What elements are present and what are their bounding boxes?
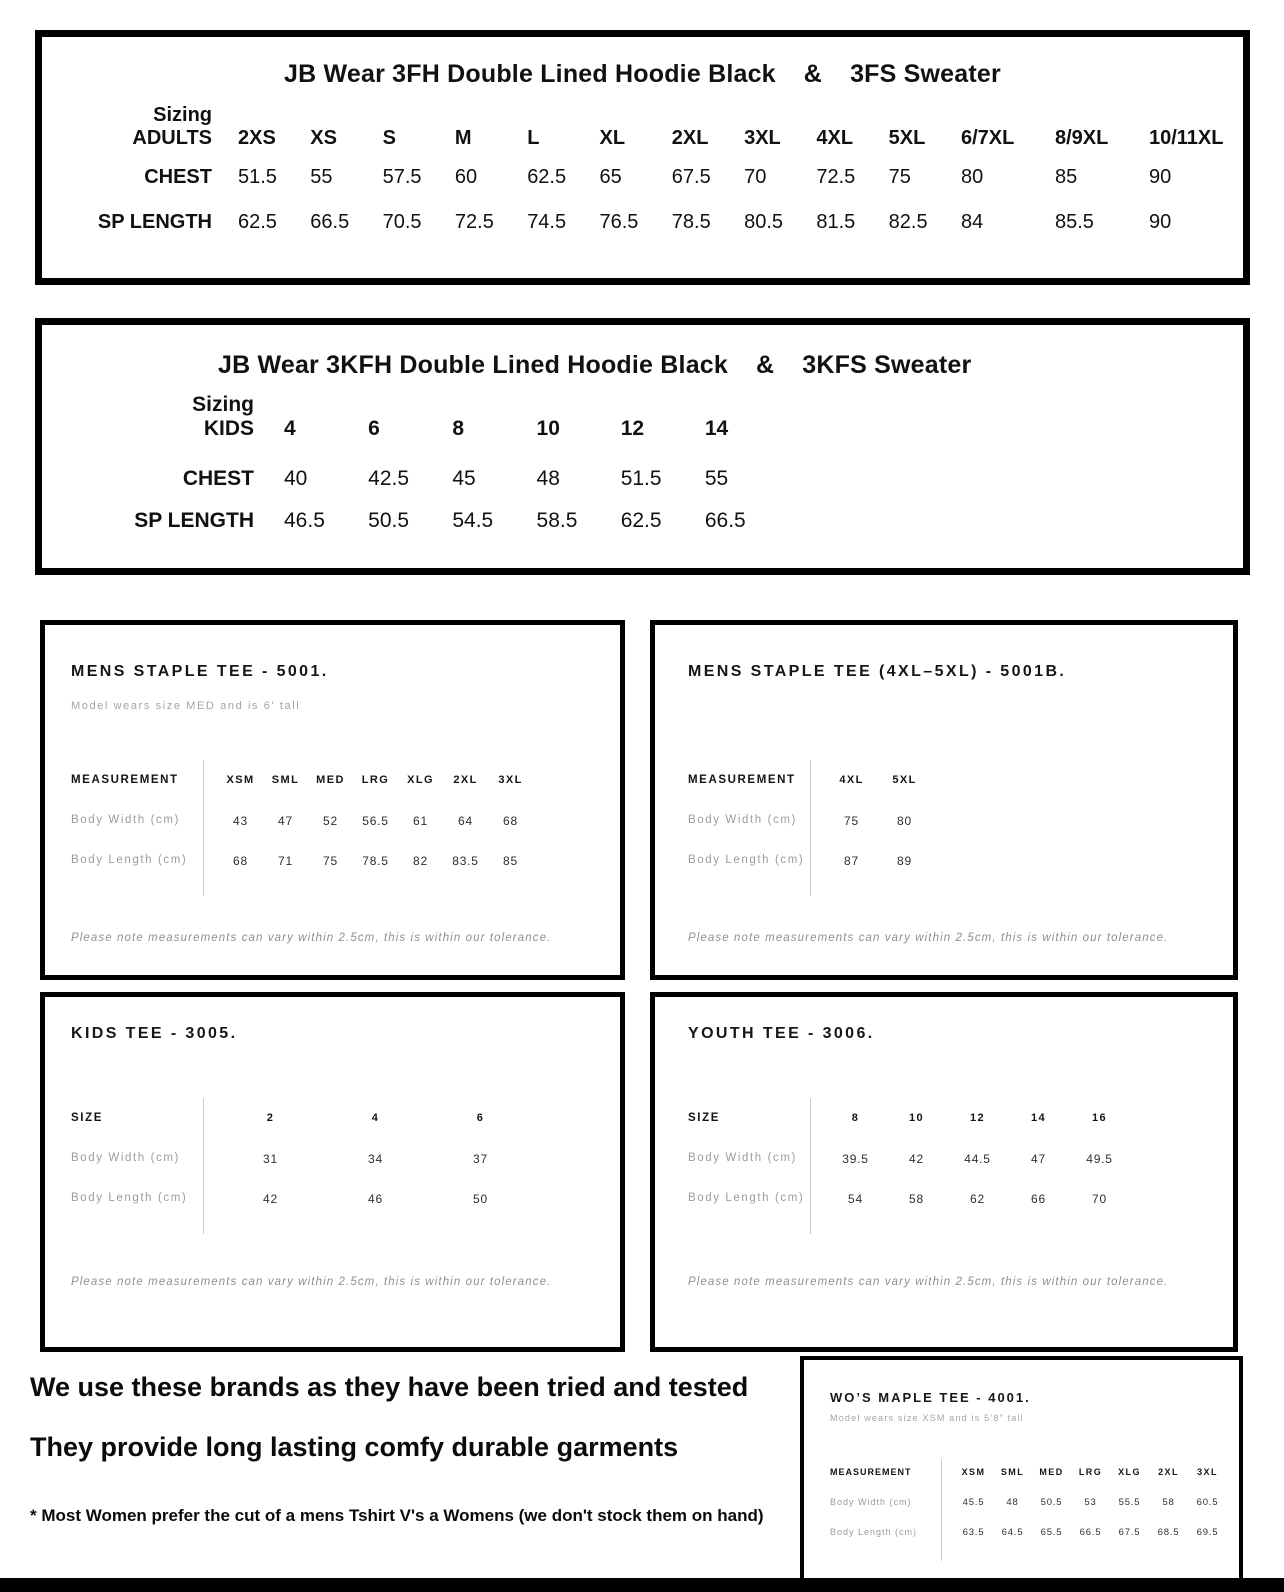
spec-table	[71, 1112, 604, 1232]
size-header-cell: S	[382, 126, 396, 149]
body-length-label: Body Length (cm)	[688, 854, 805, 866]
size-header-cell: LRG	[361, 774, 390, 786]
sp-length-value: 81.5	[816, 210, 856, 233]
size-header-cell: XSM	[961, 1467, 986, 1477]
body-width-cells	[810, 1152, 1130, 1192]
size-header-row	[71, 774, 604, 814]
size-header-cell: 4	[371, 1112, 380, 1124]
chest-value: 62.5	[527, 165, 567, 188]
body-width-row	[71, 814, 604, 854]
size-header-cells	[939, 1467, 1227, 1497]
sizing-group-label	[42, 104, 212, 150]
size-header-cell: L	[527, 126, 540, 149]
chest-label: CHEST	[182, 467, 254, 491]
chest-value: 45	[452, 467, 476, 491]
size-header-cell: 10	[908, 1112, 925, 1124]
size-header-cell: 3XL	[1197, 1467, 1218, 1477]
size-header-cell: XLG	[407, 774, 434, 786]
body-width-value: 47	[1031, 1152, 1046, 1166]
body-width-value: 64	[458, 814, 473, 828]
sizing-label: Sizing	[192, 392, 254, 416]
body-length-value: 71	[278, 854, 293, 868]
size-header-cell: XSM	[226, 774, 255, 786]
body-length-value: 62	[970, 1192, 985, 1206]
hoodie-adults-title-product: JB Wear 3FH Double Lined Hoodie Black	[284, 60, 776, 88]
panel-title: MENS STAPLE TEE - 5001.	[71, 663, 329, 680]
size-header-cell: 2XL	[453, 774, 478, 786]
size-header-cell: M	[454, 126, 472, 149]
body-length-label: Body Length (cm)	[830, 1527, 918, 1537]
sp-length-value: 72.5	[454, 210, 494, 233]
body-length-cells	[203, 1192, 533, 1232]
sp-length-value: 54.5	[452, 509, 494, 533]
chest-value: 57.5	[382, 165, 422, 188]
panel-body	[655, 997, 1233, 1288]
sp-length-value: 90	[1148, 210, 1172, 233]
panel-title: WO’S MAPLE TEE - 4001.	[830, 1390, 1031, 1405]
body-width-value: 43	[233, 814, 248, 828]
measurement-label: MEASUREMENT	[688, 774, 796, 786]
column-divider	[810, 760, 811, 896]
chest-value: 55	[704, 467, 729, 491]
chest-value: 51.5	[238, 165, 277, 188]
hoodie-kids-title	[42, 351, 1243, 380]
body-width-value: 31	[263, 1152, 278, 1166]
body-length-value: 58	[909, 1192, 924, 1206]
size-header-cell: 5XL	[888, 126, 926, 149]
body-width-value: 45.5	[962, 1497, 985, 1508]
sp-length-value: 74.5	[527, 210, 567, 233]
model-note: Model wears size MED and is 6' tall	[71, 700, 301, 712]
size-header-cell: MED	[1039, 1467, 1064, 1477]
size-header-cell: 12	[620, 416, 645, 440]
body-length-row	[688, 854, 1217, 894]
column-divider	[203, 1098, 204, 1234]
size-header-row	[688, 1112, 1217, 1152]
size-header-cell: 4XL	[816, 126, 854, 149]
body-length-value: 89	[897, 854, 912, 868]
sp-length-row	[42, 509, 1243, 533]
body-length-cells	[810, 854, 931, 894]
page-bottom-bar	[0, 1578, 1284, 1592]
hoodie-adults-panel	[35, 30, 1250, 285]
size-header-cells	[810, 1112, 1130, 1152]
body-length-row	[830, 1527, 1227, 1557]
spec-table	[71, 774, 604, 894]
ampersand: &	[803, 60, 823, 88]
body-width-value: 39.5	[842, 1152, 869, 1166]
chest-value: 55	[310, 165, 333, 188]
chest-row	[42, 166, 1243, 189]
size-header-cell: XLG	[1118, 1467, 1141, 1477]
body-width-value: 60.5	[1196, 1497, 1219, 1508]
body-length-label: Body Length (cm)	[688, 1192, 805, 1204]
sp-length-value: 76.5	[599, 210, 639, 233]
size-header-cell: 10/11XL	[1148, 126, 1224, 149]
size-header-cells	[238, 127, 1243, 150]
mens-staple-tee-panel	[40, 620, 625, 980]
chest-cells	[284, 467, 789, 491]
size-header-cells	[284, 417, 789, 441]
size-header-cells	[810, 774, 931, 814]
sp-length-cells	[238, 211, 1243, 234]
body-length-value: 78.5	[362, 854, 389, 868]
chest-value: 80	[960, 165, 984, 188]
body-width-value: 80	[897, 814, 912, 828]
body-length-value: 65.5	[1040, 1527, 1063, 1538]
body-length-row	[71, 1192, 604, 1232]
column-divider	[810, 1098, 811, 1234]
hoodie-adults-title-alt: 3FS Sweater	[850, 60, 1001, 88]
column-divider	[203, 760, 204, 896]
body-length-cells	[939, 1527, 1227, 1557]
size-header-cell: XL	[599, 126, 626, 149]
sp-length-value: 62.5	[238, 210, 277, 233]
size-header-cells	[203, 774, 533, 814]
body-width-value: 53	[1084, 1497, 1097, 1508]
measurement-label: MEASUREMENT	[71, 774, 179, 786]
sizing-label: Sizing	[153, 103, 212, 126]
size-header-cell: 4XL	[839, 774, 864, 786]
body-length-value: 63.5	[962, 1527, 985, 1538]
body-width-value: 34	[368, 1152, 383, 1166]
size-header-cell: 8	[452, 416, 465, 440]
panel-title: YOUTH TEE - 3006.	[688, 1025, 875, 1042]
size-header-cell: 6/7XL	[960, 126, 1015, 149]
body-length-value: 85	[503, 854, 518, 868]
chest-value: 72.5	[816, 165, 856, 188]
sp-length-value: 66.5	[704, 509, 746, 533]
size-header-cell: 12	[969, 1112, 986, 1124]
size-header-cell: 2	[266, 1112, 275, 1124]
body-length-cells	[203, 854, 533, 894]
body-width-row	[688, 814, 1217, 854]
size-header-cell: 2XS	[238, 126, 276, 149]
body-length-value: 66.5	[1079, 1527, 1102, 1538]
body-width-cells	[939, 1497, 1227, 1527]
sp-length-value: 78.5	[671, 210, 711, 233]
body-width-value: 49.5	[1086, 1152, 1113, 1166]
body-width-label: Body Width (cm)	[688, 814, 797, 826]
body-width-value: 52	[323, 814, 338, 828]
chest-value: 48	[536, 467, 560, 491]
chest-value: 67.5	[671, 165, 711, 188]
youth-tee-panel	[650, 992, 1238, 1352]
body-length-value: 42	[263, 1192, 278, 1206]
size-header-row	[688, 774, 1217, 814]
panel-body	[45, 625, 620, 944]
body-length-value: 83.5	[452, 854, 479, 868]
panel-body	[45, 997, 620, 1288]
chest-value: 90	[1148, 165, 1172, 188]
panel-body	[655, 625, 1233, 944]
body-length-label: Body Length (cm)	[71, 1192, 188, 1204]
tolerance-note: Please note measurements can vary within 2.5cm, this is within our tolerance.	[688, 932, 1169, 944]
size-header-cell: 16	[1091, 1112, 1108, 1124]
body-width-row	[688, 1152, 1217, 1192]
size-header-cell: 6	[476, 1112, 485, 1124]
spec-table	[688, 1112, 1217, 1232]
body-width-value: 48	[1006, 1497, 1019, 1508]
spec-table	[688, 774, 1217, 894]
spec-table	[830, 1467, 1227, 1557]
size-header-cell: SML	[1000, 1467, 1025, 1477]
size-header-cell: 4	[284, 416, 296, 440]
size-header-cell: 14	[704, 416, 729, 440]
sp-length-label: SP LENGTH	[97, 210, 212, 233]
body-width-value: 47	[278, 814, 293, 828]
sp-length-value: 80.5	[744, 210, 784, 233]
sp-length-cells	[284, 509, 789, 533]
chest-value: 42.5	[368, 467, 410, 491]
body-width-label: Body Width (cm)	[688, 1152, 797, 1164]
body-width-value: 68	[503, 814, 518, 828]
kids-tee-panel	[40, 992, 625, 1352]
sp-length-value: 82.5	[888, 210, 928, 233]
sp-length-value: 46.5	[284, 509, 325, 533]
column-divider	[941, 1459, 942, 1561]
model-note: Model wears size XSM and is 5'8" tall	[830, 1413, 1024, 1423]
tolerance-note: Please note measurements can vary within 2.5cm, this is within our tolerance.	[71, 1276, 552, 1288]
body-length-value: 68	[233, 854, 248, 868]
body-length-label: Body Length (cm)	[71, 854, 188, 866]
body-width-value: 55.5	[1118, 1497, 1141, 1508]
sp-length-value: 58.5	[536, 509, 578, 533]
panel-title: MENS STAPLE TEE (4XL–5XL) - 5001B.	[688, 663, 1067, 680]
body-length-value: 87	[844, 854, 859, 868]
body-width-label: Body Width (cm)	[71, 814, 180, 826]
panel-title: KIDS TEE - 3005.	[71, 1025, 238, 1042]
tolerance-note: Please note measurements can vary within 2.5cm, this is within our tolerance.	[71, 932, 552, 944]
body-width-value: 44.5	[964, 1152, 991, 1166]
size-header-cell: SML	[271, 774, 300, 786]
sp-length-value: 70.5	[382, 210, 422, 233]
body-width-value: 50.5	[1040, 1497, 1063, 1508]
size-header-cell: 2XL	[671, 126, 709, 149]
size-header-cell: 14	[1030, 1112, 1047, 1124]
size-header-row	[830, 1467, 1227, 1497]
body-length-value: 67.5	[1118, 1527, 1141, 1538]
tolerance-note: Please note measurements can vary within 2.5cm, this is within our tolerance.	[688, 1276, 1169, 1288]
body-width-label: Body Width (cm)	[71, 1152, 180, 1164]
body-length-value: 66	[1031, 1192, 1046, 1206]
hoodie-kids-title-product: JB Wear 3KFH Double Lined Hoodie Black	[218, 351, 729, 379]
body-length-value: 75	[323, 854, 338, 868]
sizing-group-label	[42, 393, 254, 441]
size-header-cell: MED	[316, 774, 345, 786]
body-length-cells	[810, 1192, 1130, 1232]
size-header-cell: 8/9XL	[1054, 126, 1109, 149]
size-header-cell: 3XL	[744, 126, 781, 149]
hoodie-kids-panel	[35, 318, 1250, 575]
body-length-value: 54	[848, 1192, 863, 1206]
body-width-row	[830, 1497, 1227, 1527]
chest-value: 75	[888, 165, 911, 188]
brand-statement-2: They provide long lasting comfy durable garments	[30, 1432, 679, 1462]
hoodie-adults-title	[42, 60, 1243, 89]
chest-label: CHEST	[144, 165, 212, 188]
body-width-cells	[810, 814, 931, 854]
chest-value: 60	[454, 165, 478, 188]
size-header-cell: 8	[851, 1112, 860, 1124]
size-header-cell: 10	[536, 416, 560, 440]
body-length-value: 68.5	[1157, 1527, 1180, 1538]
size-header-cell: 2XL	[1158, 1467, 1179, 1477]
body-width-value: 37	[473, 1152, 488, 1166]
body-length-value: 69.5	[1196, 1527, 1219, 1538]
chest-value: 85	[1054, 165, 1078, 188]
body-length-value: 82	[413, 854, 428, 868]
mens-staple-tee-big-panel	[650, 620, 1238, 980]
body-width-value: 58	[1162, 1497, 1175, 1508]
chest-value: 51.5	[620, 467, 662, 491]
size-header-row	[71, 1112, 604, 1152]
size-header-cell: XS	[310, 126, 337, 149]
size-label: SIZE	[688, 1112, 720, 1124]
size-header-cells	[203, 1112, 533, 1152]
size-label: SIZE	[71, 1112, 103, 1124]
chest-value: 65	[599, 165, 622, 188]
chest-value: 40	[284, 467, 308, 491]
size-header-cell: LRG	[1078, 1467, 1103, 1477]
body-length-value: 64.5	[1001, 1527, 1024, 1538]
ampersand: &	[756, 351, 775, 379]
group-label: ADULTS	[132, 126, 212, 149]
size-header-cell: 3XL	[498, 774, 523, 786]
panel-body	[804, 1360, 1239, 1557]
sp-length-value: 66.5	[310, 210, 350, 233]
body-length-row	[71, 854, 604, 894]
chest-row	[42, 467, 1243, 491]
body-width-cells	[203, 1152, 533, 1192]
size-header-row	[42, 393, 1243, 441]
body-length-value: 70	[1092, 1192, 1107, 1206]
chest-value: 70	[744, 165, 767, 188]
group-label: KIDS	[203, 416, 254, 440]
measurement-label: MEASUREMENT	[830, 1467, 912, 1477]
body-width-value: 75	[844, 814, 859, 828]
sp-length-row	[42, 211, 1243, 234]
sp-length-value: 62.5	[620, 509, 662, 533]
sp-length-value: 85.5	[1054, 210, 1094, 233]
size-header-cell: 6	[368, 416, 380, 440]
size-header-cell: 5XL	[892, 774, 917, 786]
womens-maple-tee-panel	[800, 1356, 1243, 1592]
sp-length-label: SP LENGTH	[134, 509, 254, 533]
body-width-value: 56.5	[362, 814, 389, 828]
body-width-cells	[203, 814, 533, 854]
brand-statement-1: We use these brands as they have been tried and tested	[30, 1372, 749, 1402]
womens-cut-note: * Most Women prefer the cut of a mens Tshirt V's a Womens (we don't stock them on hand)	[30, 1506, 764, 1525]
chest-cells	[238, 166, 1243, 189]
sp-length-value: 50.5	[368, 509, 410, 533]
body-width-label: Body Width (cm)	[830, 1497, 912, 1507]
body-width-value: 61	[413, 814, 428, 828]
size-header-row	[42, 104, 1243, 150]
sp-length-value: 84	[960, 210, 984, 233]
body-length-value: 50	[473, 1192, 488, 1206]
body-width-row	[71, 1152, 604, 1192]
body-length-row	[688, 1192, 1217, 1232]
body-length-value: 46	[368, 1192, 383, 1206]
hoodie-kids-title-alt: 3KFS Sweater	[802, 351, 972, 379]
body-width-value: 42	[909, 1152, 924, 1166]
